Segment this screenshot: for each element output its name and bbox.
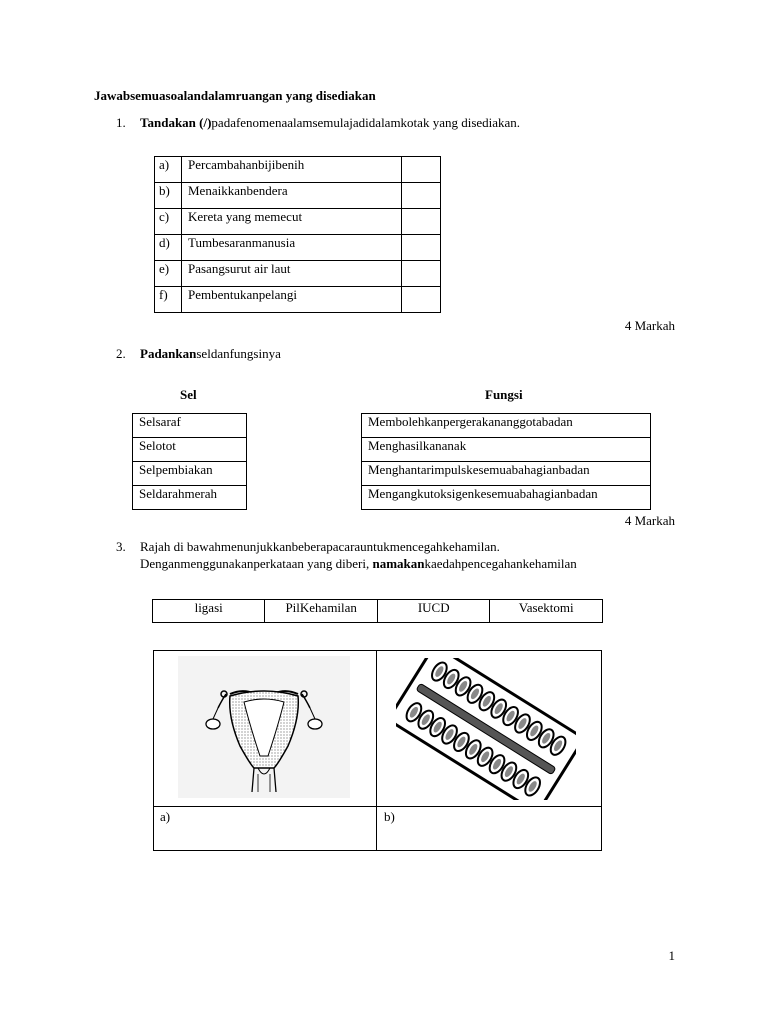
option-cell: PilKehamilan [265,600,378,623]
q1-prompt [140,115,520,131]
sel-table [132,413,247,510]
fungsi-cell: Membolehkanpergerakananggotabadan [362,414,651,438]
q1-checkbox[interactable] [402,235,441,261]
q1-prompt-bold: Tandakan (/) [140,115,212,130]
uterus-illustration [178,656,350,798]
table-row [155,183,441,209]
q2-prompt [140,346,281,362]
q2-prompt-bold: Padankan [140,346,197,361]
q1-checkbox[interactable] [402,287,441,313]
options-table [152,599,603,623]
q2-number: 2. [116,346,126,361]
answer-label-a: a) [160,809,171,824]
q2-prompt-rest: seldanfungsinya [196,346,281,361]
table-row [133,486,247,510]
q1-marks: 4 Markah [624,318,675,333]
page-number: 1 [668,948,675,963]
option-cell: IUCD [378,600,490,623]
q3-line2 [140,556,577,572]
q1-label: c) [155,209,182,235]
fungsi-table [361,413,651,510]
fungsi-cell: Menghasilkananak [362,438,651,462]
answer-label-b: b) [384,809,395,824]
q1-text: Menaikkanbendera [182,183,402,209]
table-row [155,287,441,313]
q3-line2-post: kaedahpencegahankehamilan [424,556,577,571]
q1-label: f) [155,287,182,313]
q1-label: e) [155,261,182,287]
pill-pack-illustration [396,658,576,800]
sel-cell: Selotot [133,438,247,462]
q3-line2-bold: namakan [372,556,425,571]
q1-text: Kereta yang memecut [182,209,402,235]
q1-label: a) [155,157,182,183]
table-row [133,438,247,462]
fungsi-header: Fungsi [485,387,523,402]
q1-prompt-rest: padafenomenaalamsemulajadidalamkotak yang disediakan. [211,115,521,130]
q1-checkbox[interactable] [402,261,441,287]
q3-line1: Rajah di bawahmenunjukkanbeberapacarauntukmencegahkehamilan. [140,539,500,554]
q2-marks: 4 Markah [624,513,675,528]
table-row [133,414,247,438]
table-row [362,414,651,438]
q3-line2-pre: Denganmenggunakanperkataan yang diberi, [140,556,373,571]
sel-cell: Selsaraf [133,414,247,438]
table-row [155,235,441,261]
q1-checkbox[interactable] [402,183,441,209]
q1-checkbox[interactable] [402,209,441,235]
table-row [153,600,603,623]
answer-field-b[interactable] [380,824,596,846]
sel-cell: Selpembiakan [133,462,247,486]
sel-cell: Seldarahmerah [133,486,247,510]
q1-checkbox[interactable] [402,157,441,183]
instruction: Jawabsemuasoalandalamruangan yang disediakan [94,88,376,103]
q1-number: 1. [116,115,126,130]
sel-header: Sel [180,387,197,402]
q1-text: Pembentukanpelangi [182,287,402,313]
q3-number: 3. [116,539,126,554]
fungsi-cell: Menghantarimpulskesemuabahagianbadan [362,462,651,486]
option-cell: ligasi [153,600,265,623]
q1-label: b) [155,183,182,209]
fungsi-cell: Mengangkutoksigenkesemuabahagianbadan [362,486,651,510]
q1-label: d) [155,235,182,261]
table-row [155,157,441,183]
picture-grid-row-divider [153,806,601,807]
q1-table [154,156,441,313]
option-cell: Vasektomi [490,600,603,623]
table-row [155,261,441,287]
answer-field-a[interactable] [156,824,372,846]
q1-text: Percambahanbijibenih [182,157,402,183]
table-row [362,486,651,510]
table-row [133,462,247,486]
table-row [362,462,651,486]
table-row [362,438,651,462]
picture-grid-divider [376,650,377,850]
q1-text: Pasangsurut air laut [182,261,402,287]
table-row [155,209,441,235]
q1-text: Tumbesaranmanusia [182,235,402,261]
